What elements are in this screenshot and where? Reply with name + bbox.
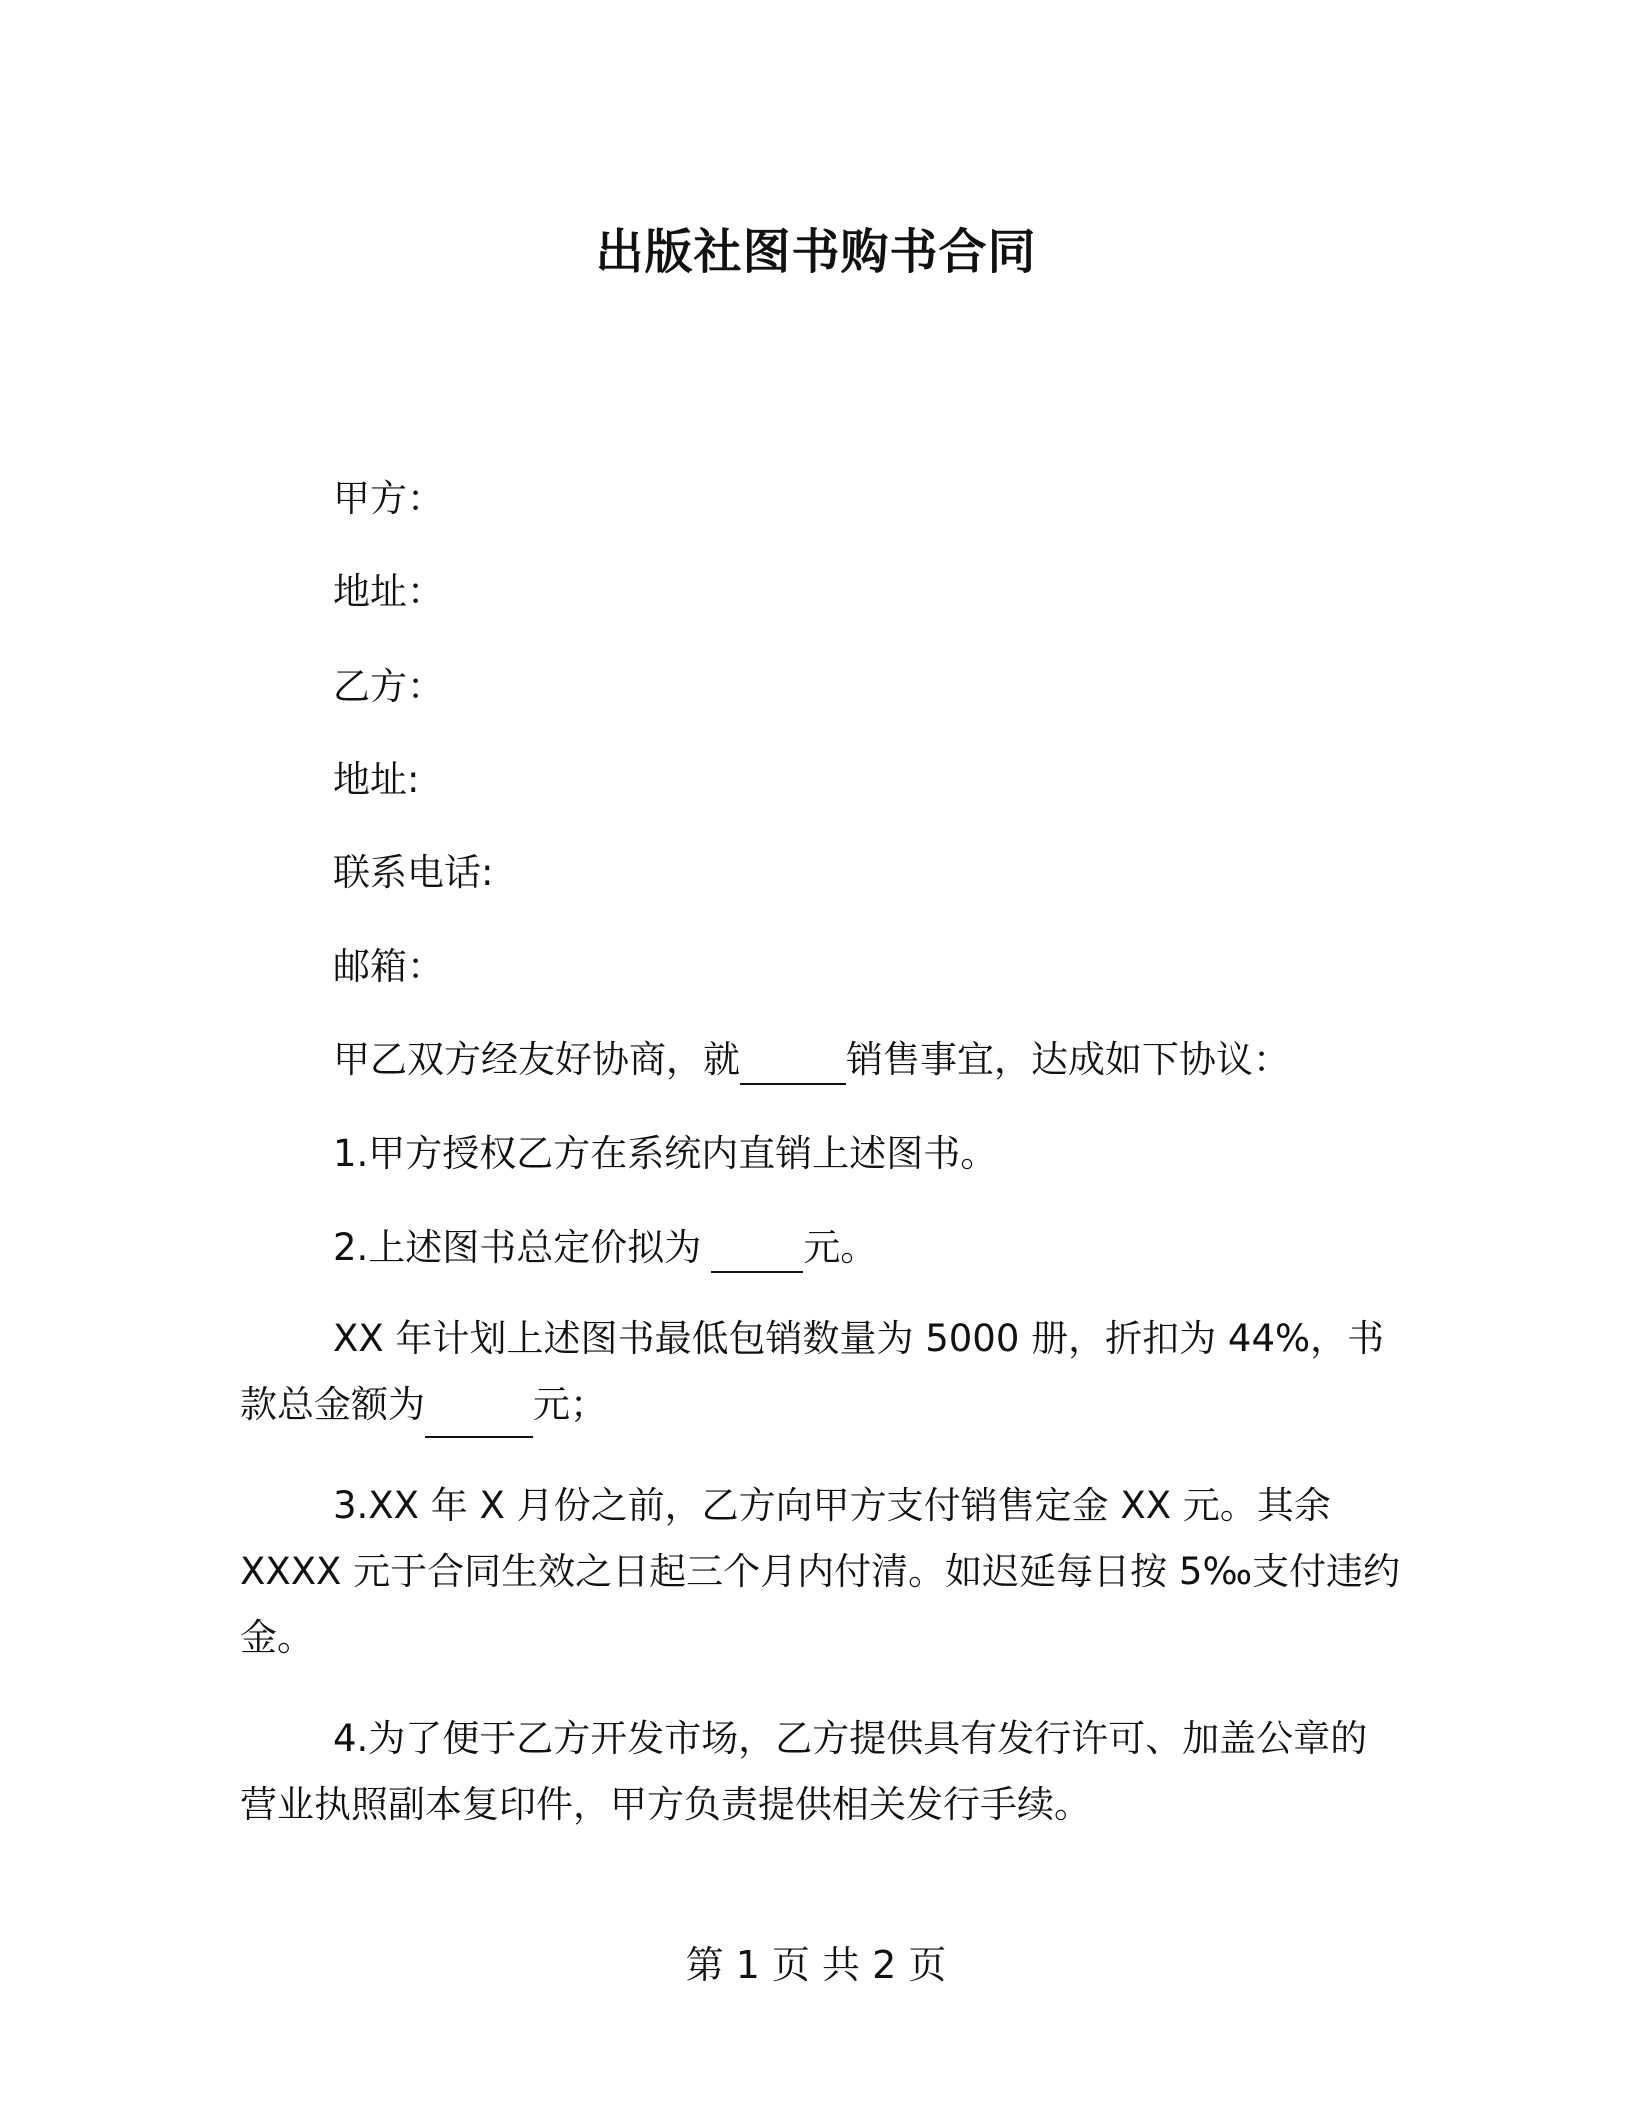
clause-4-line-2: 营业执照副本复印件，甲方负责提供相关发行手续。 bbox=[240, 1783, 1091, 1826]
plan-paragraph bbox=[240, 1306, 1385, 1438]
address-b-label: 地址: bbox=[333, 758, 420, 801]
plan-text-after: 元； bbox=[533, 1383, 607, 1426]
intro-text-before: 甲乙双方经友好协商，就 bbox=[333, 1038, 740, 1081]
page-number-footer: 第 1 页 共 2 页 bbox=[685, 1943, 947, 1987]
party-b-label: 乙方： bbox=[333, 665, 444, 708]
clause-3-line-2: XXXX 元于合同生效之日起三个月内付清。如迟延每日按 5‰支付违约 bbox=[240, 1550, 1401, 1593]
intro-text-after: 销售事宜，达成如下协议： bbox=[846, 1038, 1290, 1081]
document-title: 出版社图书购书合同 bbox=[595, 224, 1037, 280]
email-label: 邮箱： bbox=[333, 945, 444, 988]
plan-text-before: 款总金额为 bbox=[240, 1383, 425, 1426]
clause-3-line-3: 金。 bbox=[240, 1616, 314, 1659]
clause-4 bbox=[240, 1706, 1370, 1838]
plan-line-2 bbox=[240, 1372, 1370, 1438]
product-blank bbox=[740, 1043, 846, 1085]
clause-2-text-after: 元。 bbox=[803, 1226, 878, 1269]
clause-3 bbox=[240, 1473, 1401, 1671]
address-a-label: 地址： bbox=[333, 570, 444, 613]
total-price-blank bbox=[711, 1231, 803, 1273]
clause-2-text-before: 2.上述图书总定价拟为 bbox=[333, 1226, 702, 1269]
clause-4-line-1: 4.为了便于乙方开发市场，乙方提供具有发行许可、加盖公章的 bbox=[333, 1717, 1368, 1760]
clause-2 bbox=[333, 1223, 877, 1273]
total-amount-blank bbox=[425, 1396, 533, 1438]
party-a-label: 甲方： bbox=[333, 477, 444, 520]
clause-3-line-1: 3.XX 年 X 月份之前，乙方向甲方支付销售定金 XX 元。其余 bbox=[333, 1484, 1331, 1527]
clause-1: 1.甲方授权乙方在系统内直销上述图书。 bbox=[333, 1132, 998, 1175]
phone-label: 联系电话: bbox=[333, 851, 494, 894]
intro-paragraph bbox=[333, 1035, 1290, 1085]
plan-line-1: XX 年计划上述图书最低包销数量为 5000 册，折扣为 44%，书 bbox=[333, 1317, 1385, 1360]
